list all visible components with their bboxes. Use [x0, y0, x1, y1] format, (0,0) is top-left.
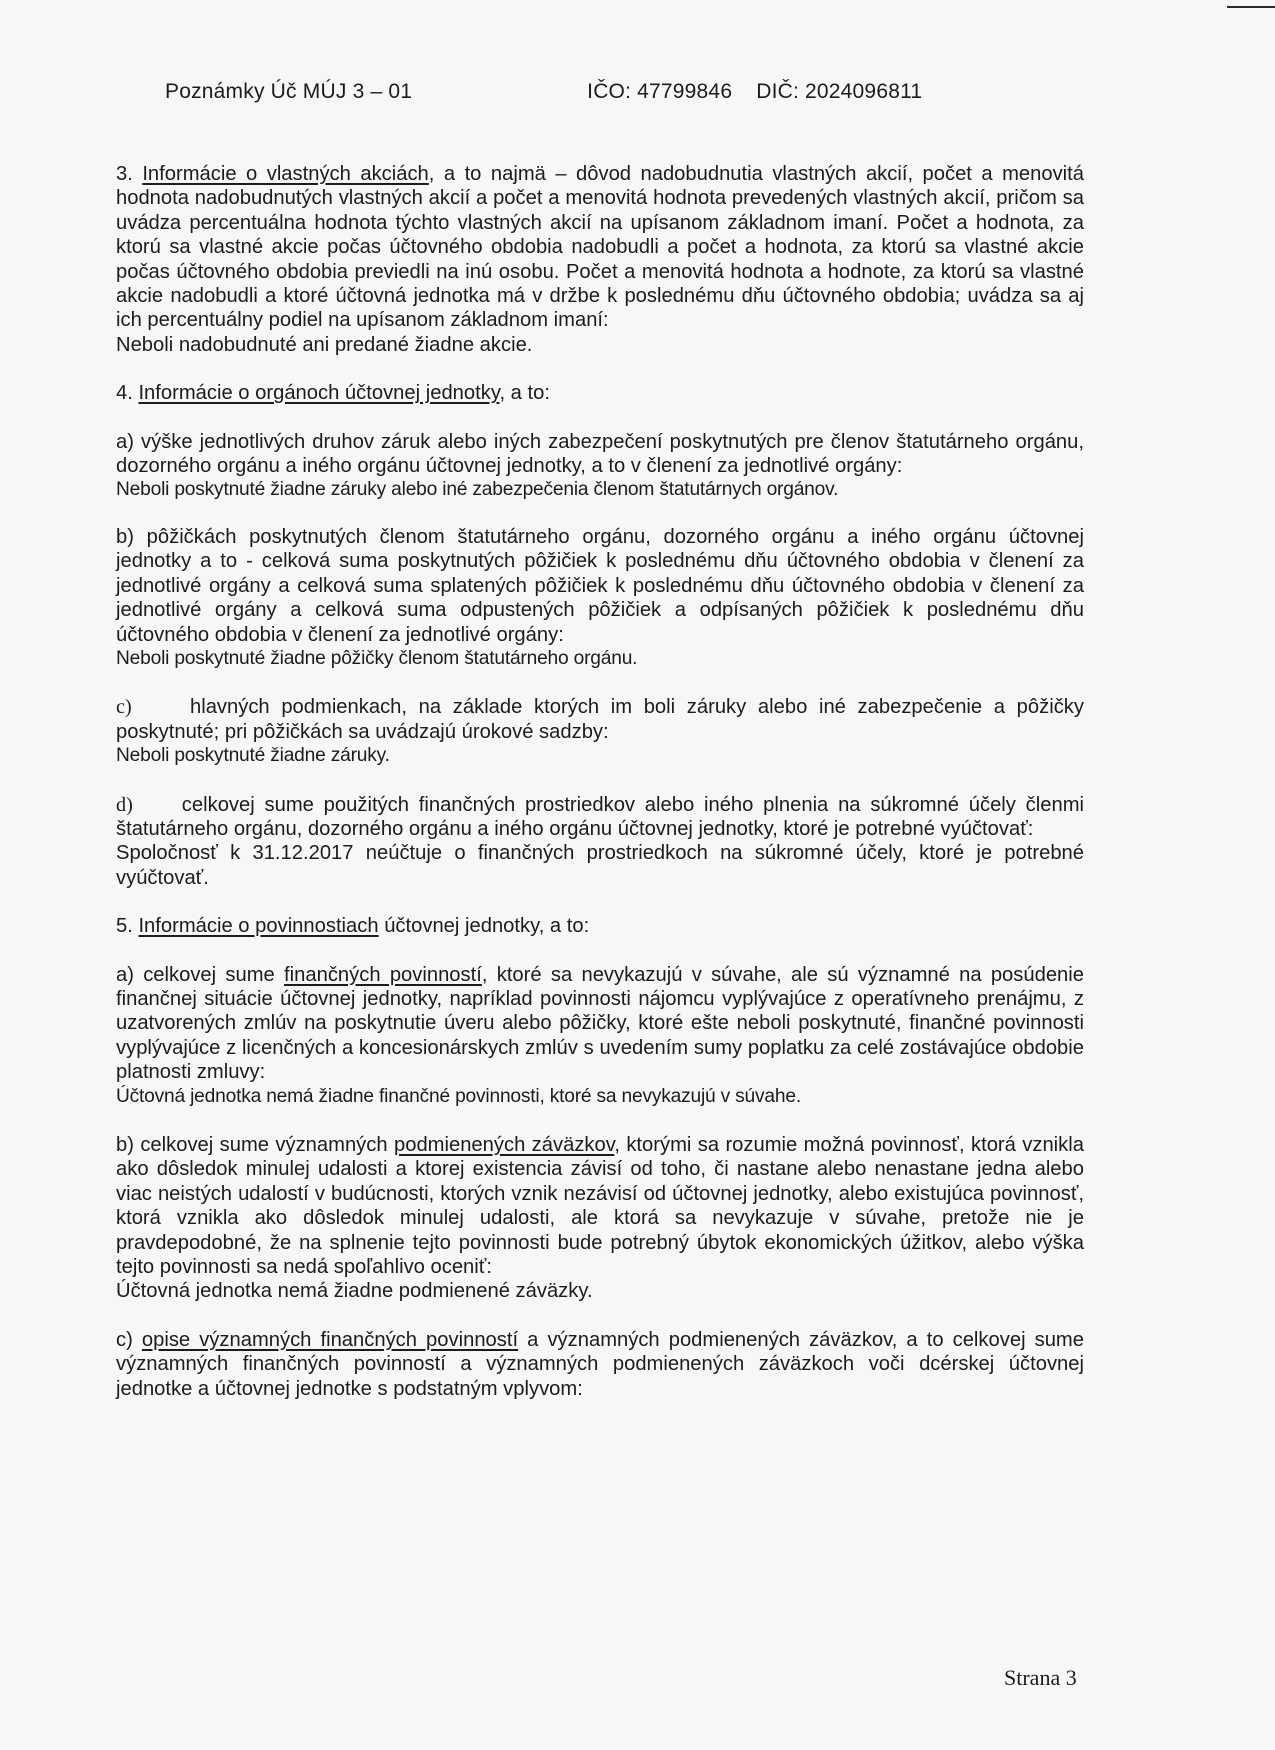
section-5c-term: opise významných finančných povinností [141, 1328, 519, 1351]
section-4c-paragraph [116, 695, 1084, 744]
section-5-number: 5. [116, 915, 139, 938]
section-5a-prefix: a) celkovej sume [116, 963, 285, 986]
document-body [116, 162, 1084, 1401]
section-5a-paragraph [116, 963, 1084, 1085]
section-3-title: Informácie o vlastných akciách [142, 163, 429, 185]
section-4b-text: b) pôžičkách poskytnutých členom štatutárneho orgánu, dozorného orgánu a iného orgánu účtovnej jednotky a to - celková suma poskytnutých pôžičiek k poslednému dňu účtovného obdobia v členení za jednotlivé orgány a celková suma splatených pôžičiek k poslednému dňu účtovného obdobia v členení za jednotlivé orgány a celková suma odpustených pôžičiek a odpísaných pôžičiek k poslednému dňu účtovného obdobia v členení za jednotlivé orgány: [116, 525, 1084, 646]
section-5a-answer: Účtovná jednotka nemá žiadne finančné povinnosti, ktoré sa nevykazujú v súvahe. [116, 1085, 801, 1107]
section-5b-term: podmienených záväzkov [393, 1134, 615, 1156]
section-4-number: 4. [116, 382, 139, 405]
section-3-number: 3. [116, 163, 143, 185]
section-4a-text: a) výške jednotlivých druhov záruk alebo iných zabezpečení poskytnutých pre členov štatutárneho orgánu, dozorného orgánu a iného orgánu účtovnej jednotky, a to v členení za jednotlivé orgány: [116, 430, 1084, 478]
scan-edge-mark [1227, 6, 1275, 8]
header-ico: IČO: 47799846 [587, 80, 733, 103]
page-number: Strana 3 [1004, 1665, 1077, 1690]
section-4-suffix: , a to: [499, 382, 550, 405]
section-5b-answer: Účtovná jednotka nemá žiadne podmienené záväzky. [116, 1280, 593, 1303]
section-4c-answer: Neboli poskytnuté žiadne záruky. [116, 745, 390, 767]
section-5a-text: , ktoré sa nevykazujú v súvahe, ale sú významné na posúdenie finančnej situácie účtovnej jednotky, napríklad povinnosti nájomcu vyplývajúce z operatívneho prenájmu, z uzatvorených zmlúv na poskytnutie úveru alebo pôžičky, ktoré ešte neboli poskytnuté, finančné povinnosti vyplývajúce z licenčných a koncesionárskych zmlúv s uvedením sumy poplatku za celé zostávajúce obdobie platnosti zmluvy: [116, 963, 1084, 1084]
section-5b-text: , ktorými sa rozumie možná povinnosť, ktorá vznikla ako dôsledok minulej udalosti a ktorej existencia závisí od toho, či nastane alebo nenastane jedna alebo viac neistých udalostí v budúcnosti, ktorých vznik nezávisí od účtovnej jednotky, alebo existujúca povinnosť, ktorá vznikla ako dôsledok minulej udalosti, ale ktorá sa nevykazuje v súvahe, pretože nie je pravdepodobné, že na splnenie tejto povinnosti bude potrebný úbytok ekonomických úžitkov, alebo výška tejto povinnosti sa nedá spoľahlivo oceniť: [116, 1134, 1084, 1279]
section-3-text: , a to najmä – dôvod nadobudnutia vlastných akcií, počet a menovitá hodnota nadobudnutých vlastných akcií a počet a menovitá hodnota prevedených vlastných akcií, pričom sa uvádza percentuálna hodnota týchto vlastných akcií na upísanom základnom imaní. Počet a hodnota, za ktorú sa vlastné akcie počas účtovného obdobia nadobudli a počet a hodnota, za ktorú sa vlastné akcie počas účtovného obdobia previedli na inú osobu. Počet a menovitá hodnota a hodnote, za ktorú sa vlastné akcie nadobudli a ktoré účtovná jednotka má v držbe k poslednému dňu účtovného obdobia; uvádza sa aj ich percentuálny podiel na upísanom základnom imaní: [116, 163, 1084, 332]
section-4d-answer: Spoločnosť k 31.12.2017 neúčtuje o finančných prostriedkoch na súkromné účely, ktoré je potrebné vyúčtovať. [116, 842, 1084, 889]
section-5a-term: finančných povinností [284, 963, 482, 986]
section-5c-prefix: c) [116, 1328, 142, 1351]
section-5b-prefix: b) celkovej sume významných [116, 1134, 394, 1156]
section-4c-text: hlavných podmienkach, na základe ktorých im boli záruky alebo iné zabezpečenie a pôžičky poskytnuté; pri pôžičkách sa uvádzajú úrokové sadzby: [116, 696, 1084, 743]
page-header [165, 80, 922, 104]
section-4c-label: c) [116, 696, 132, 719]
section-4d-paragraph [116, 793, 1084, 842]
section-4-heading [116, 381, 1084, 405]
section-3-answer: Neboli nadobudnuté ani predané žiadne akcie. [116, 333, 533, 356]
header-notes-label: Poznámky Úč MÚJ 3 – 01 [165, 80, 413, 103]
section-4d-label: d) [116, 793, 133, 816]
section-5c-paragraph [116, 1328, 1084, 1401]
section-5c-text: a významných podmienených záväzkov, a to celkovej sume významných finančných povinností a významných podmienených záväzkoch voči dcérskej účtovnej jednotke a účtovnej jednotke s podstatným vplyvom: [116, 1328, 1084, 1400]
section-4d-text: celkovej sume použitých finančných prostriedkov alebo iného plnenia na súkromné účely členmi štatutárneho orgánu, dozorného orgánu a iného orgánu účtovnej jednotky, ktoré je potrebné vyúčtovať: [116, 793, 1085, 840]
section-5b-paragraph [116, 1133, 1084, 1279]
section-4a-answer: Neboli poskytnuté žiadne záruky alebo iné zabezpečenia členom štatutárnych orgánov. [116, 479, 839, 501]
section-3-paragraph [116, 162, 1084, 333]
section-5-suffix: účtovnej jednotky, a to: [378, 915, 590, 938]
header-dic: DIČ: 2024096811 [756, 80, 923, 103]
section-5-heading [116, 914, 1084, 938]
section-5-title: Informácie o povinnostiach [138, 915, 379, 938]
section-4-title: Informácie o orgánoch účtovnej jednotky [138, 382, 500, 405]
section-4b-answer: Neboli poskytnuté žiadne pôžičky členom štatutárneho orgánu. [116, 647, 638, 669]
